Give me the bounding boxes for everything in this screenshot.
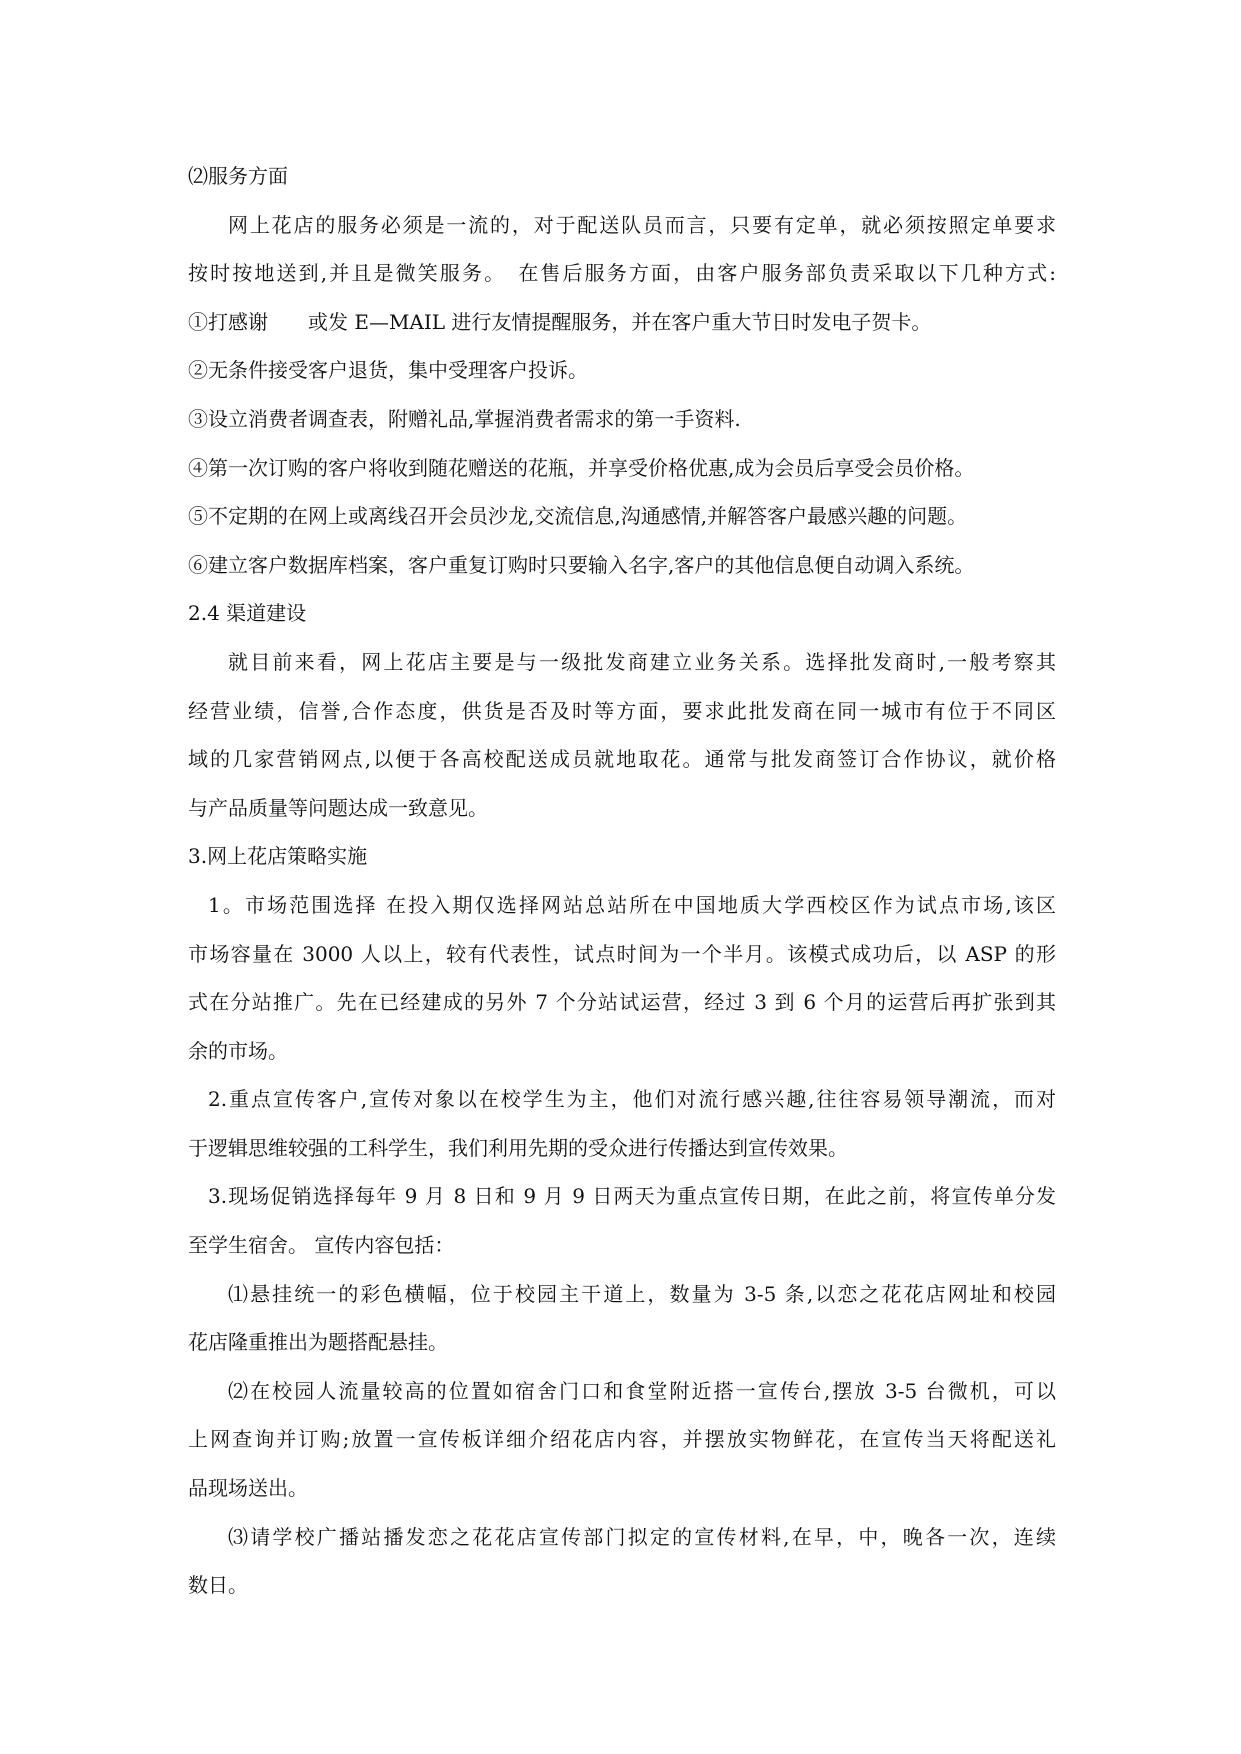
paragraph-line: 上网查询并订购;放置一宣传板详细介绍花店内容，并摆放实物鲜花，在宣传当天将配送礼 [188, 1427, 1056, 1452]
paragraph-line: 式在分站推广。先在已经建成的另外 7 个分站试运营，经过 3 到 6 个月的运营后再扩张到其 [188, 990, 1056, 1015]
list-item: ②无条件接受客户退货，集中受理客户投诉。 [188, 358, 588, 383]
section-heading-strategy: 3.网上花店策略实施 [188, 844, 368, 869]
paragraph-line: 网上花店的服务必须是一流的，对于配送队员而言，只要有定单，就必须按照定单要求 [228, 212, 1056, 237]
document-body [188, 152, 1056, 1610]
paragraph-line: 经营业绩，信誉,合作态度，供货是否及时等方面，要求此批发商在同一城市有位于不同区 [188, 698, 1056, 723]
subsection-heading-service: ⑵服务方面 [188, 164, 288, 188]
paragraph-line: 3.现场促销选择每年 9 月 8 日和 9 月 9 日两天为重点宣传日期，在此之前，将宣传单分发 [208, 1184, 1056, 1209]
paragraph-line: 就目前来看，网上花店主要是与一级批发商建立业务关系。选择批发商时,一般考察其 [228, 649, 1056, 674]
paragraph-line: 与产品质量等问题达成一致意见。 [188, 795, 488, 820]
paragraph-line: 1。市场范围选择 在投入期仅选择网站总站所在中国地质大学西校区作为试点市场,该区 [208, 892, 1056, 917]
list-item: ④第一次订购的客户将收到随花赠送的花瓶，并享受价格优惠,成为会员后享受会员价格。 [188, 455, 975, 480]
list-item: ③设立消费者调查表，附赠礼品,掌握消费者需求的第一手资料. [188, 406, 741, 431]
paragraph-line: 按时按地送到,并且是微笑服务。 在售后服务方面，由客户服务部负责采取以下几种方式: [188, 261, 1056, 286]
list-item: ①打感谢 或发 E—MAIL 进行友情提醒服务，并在客户重大节日时发电子贺卡。 [188, 309, 932, 334]
paragraph-line: 余的市场。 [188, 1038, 288, 1063]
paragraph-line: 2.重点宣传客户,宣传对象以在校学生为主，他们对流行感兴趣,往往容易领导潮流，而对 [208, 1087, 1056, 1112]
paragraph-line: 数日。 [188, 1573, 248, 1598]
list-item: ⑥建立客户数据库档案，客户重复订购时只要输入名字,客户的其他信息便自动调入系统。 [188, 552, 975, 577]
paragraph-line: ⑴悬挂统一的彩色横幅，位于校园主干道上，数量为 3-5 条,以恋之花花店网址和校园 [228, 1281, 1056, 1306]
paragraph-line: ⑵在校园人流量较高的位置如宿舍门口和食堂附近搭一宣传台,摆放 3-5 台微机，可以 [228, 1378, 1056, 1403]
paragraph-line: 域的几家营销网点,以便于各高校配送成员就地取花。通常与批发商签订合作协议，就价格 [188, 747, 1056, 772]
paragraph-line: ⑶请学校广播站播发恋之花花店宣传部门拟定的宣传材料,在早，中，晚各一次，连续 [228, 1524, 1056, 1549]
list-item: ⑤不定期的在网上或离线召开会员沙龙,交流信息,沟通感情,并解答客户最感兴趣的问题。 [188, 504, 968, 529]
paragraph-line: 品现场送出。 [188, 1476, 308, 1501]
paragraph-line: 于逻辑思维较强的工科学生，我们利用先期的受众进行传播达到宣传效果。 [188, 1135, 848, 1160]
paragraph-line: 至学生宿舍。 宣传内容包括： [188, 1233, 455, 1258]
paragraph-line: 花店隆重推出为题搭配悬挂。 [188, 1330, 448, 1355]
paragraph-line: 市场容量在 3000 人以上，较有代表性，试点时间为一个半月。该模式成功后，以 ASP 的形 [188, 941, 1056, 966]
section-heading-channel: 2.4 渠道建设 [188, 601, 307, 626]
